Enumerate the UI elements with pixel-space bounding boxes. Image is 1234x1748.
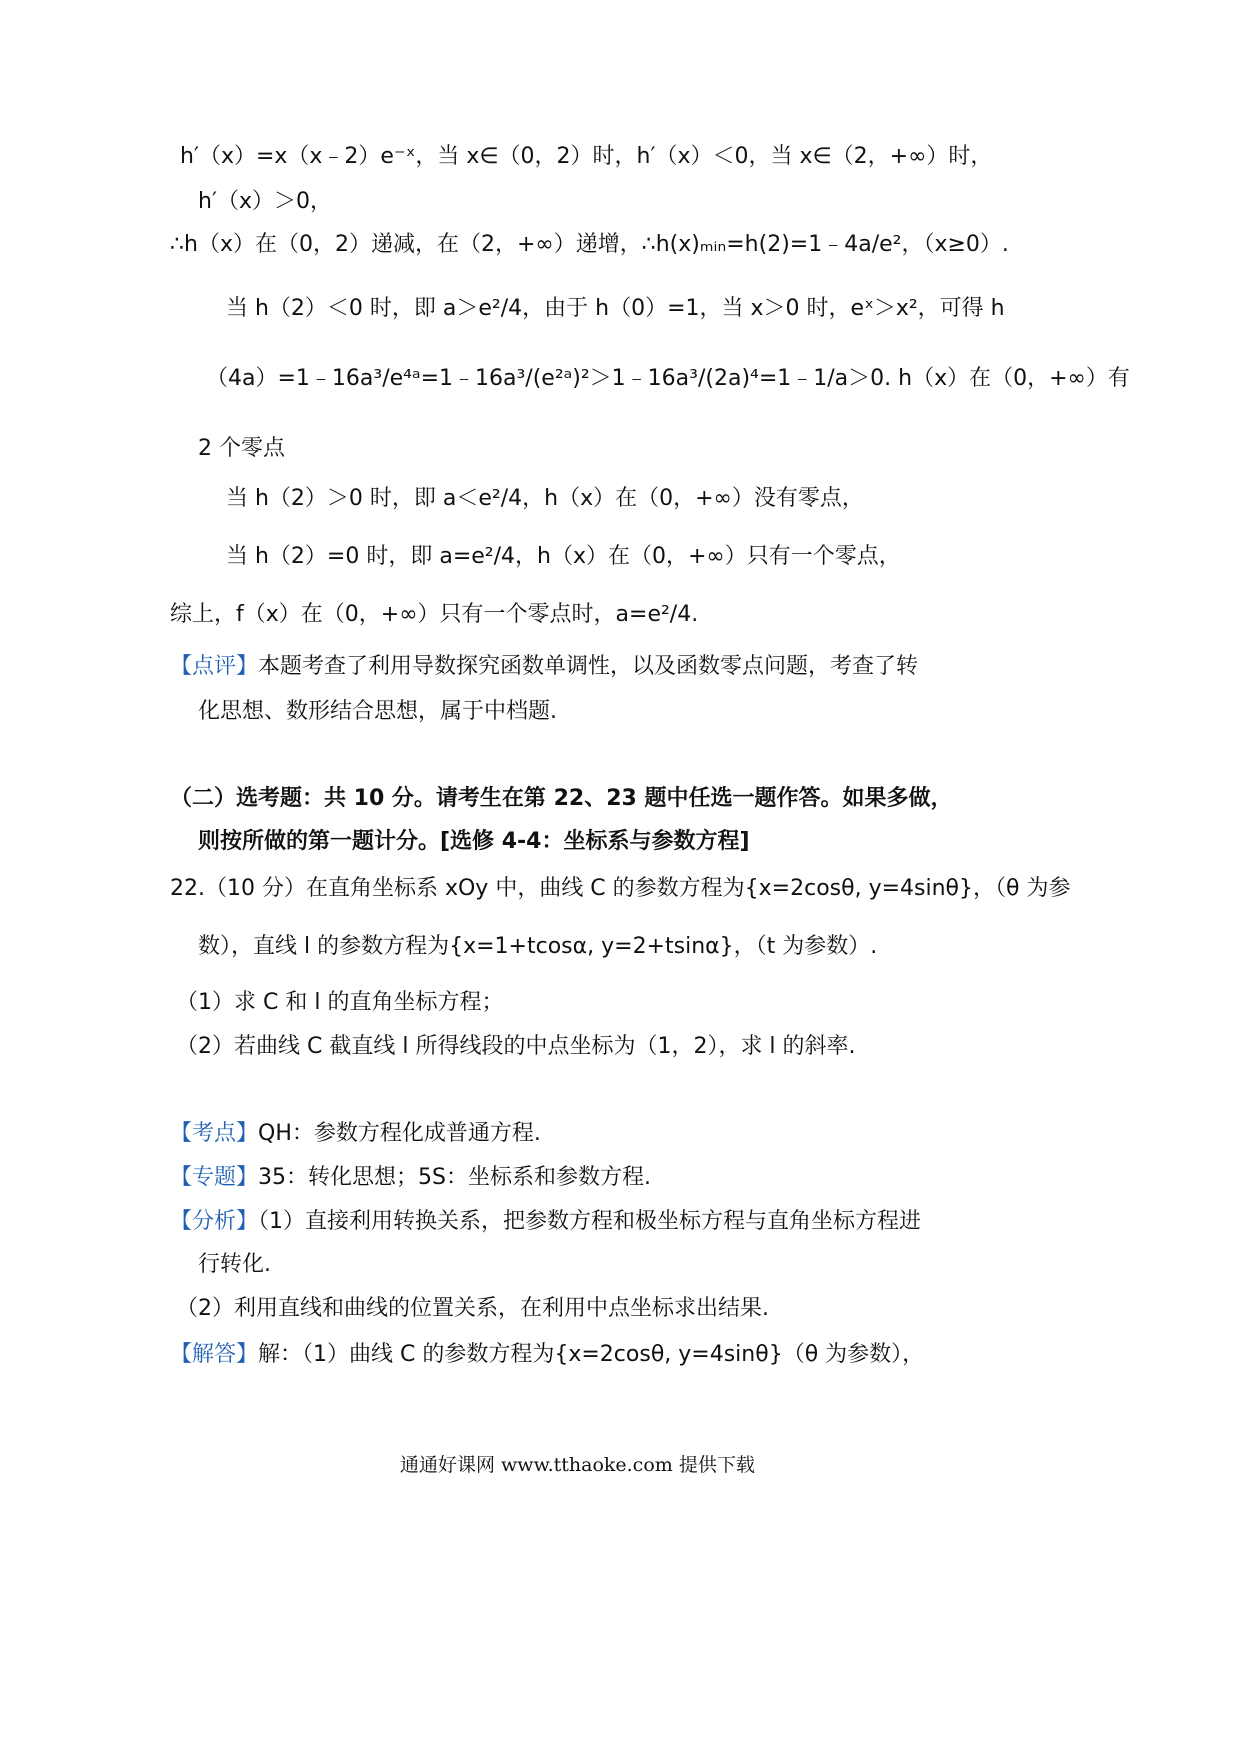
fenxi-line-3: （2）利用直线和曲线的位置关系，在利用中点坐标求出结果. (176, 1296, 769, 1321)
problem-line-2: 数），直线 l 的参数方程为{x=1+tcosα, y=2+tsinα}，（t 为参数）. (198, 934, 878, 959)
text-line-9: 综上，f（x）在（0，+∞）只有一个零点时，a=e²/4. (170, 602, 699, 627)
comment-line-2: 化思想、数形结合思想，属于中档题. (198, 699, 557, 724)
jieda-tag: 【解答】 (170, 1342, 259, 1367)
kaodian-tag: 【考点】 (170, 1121, 259, 1146)
zhuanti-text: 35：转化思想；5S：坐标系和参数方程. (258, 1165, 651, 1190)
text-line-3: ∴h（x）在（0，2）递减，在（2，+∞）递增，∴h(x)ₘᵢₙ=h(2)=1﹣4a/e²，（x≥0）. (170, 232, 1009, 257)
fenxi-line-2: 行转化. (198, 1252, 271, 1277)
problem-question-2: （2）若曲线 C 截直线 l 所得线段的中点坐标为（1，2），求 l 的斜率. (176, 1034, 856, 1059)
comment-text-1: 本题考查了利用导数探究函数单调性，以及函数零点问题，考查了转 (258, 654, 919, 679)
kaodian-text: QH：参数方程化成普通方程. (258, 1121, 541, 1146)
kaodian-line (170, 1119, 541, 1149)
jieda-text: 解：（1）曲线 C 的参数方程为{x=2cosθ, y=4sinθ}（θ 为参数）， (258, 1342, 925, 1367)
fenxi-tag: 【分析】 (170, 1209, 259, 1234)
text-line-1: h′（x）=x（x﹣2）e⁻ˣ，当 x∈（0，2）时，h′（x）＜0，当 x∈（2，+∞）时， (180, 144, 993, 169)
text-line-8: 当 h（2）=0 时，即 a=e²/4，h（x）在（0，+∞）只有一个零点， (226, 544, 901, 569)
zhuanti-line (170, 1163, 651, 1193)
fenxi-line-1 (170, 1207, 921, 1237)
text-line-5: （4a）=1﹣16a³/e⁴ᵃ=1﹣16a³/(e²ᵃ)²＞1﹣16a³/(2a)⁴=1﹣1/a＞0. h（x）在（0，+∞）有 (206, 366, 1130, 391)
fenxi-text-1: （1）直接利用转换关系，把参数方程和极坐标方程与直角坐标方程进 (258, 1209, 922, 1234)
text-line-2: h′（x）＞0， (198, 189, 332, 214)
problem-question-1: （1）求 C 和 l 的直角坐标方程； (176, 990, 504, 1015)
section-heading-line-1: （二）选考题：共 10 分。请考生在第 22、23 题中任选一题作答。如果多做， (170, 786, 953, 811)
text-line-6: 2 个零点 (198, 436, 285, 461)
section-heading-line-2: 则按所做的第一题计分。[选修 4-4：坐标系与参数方程] (198, 829, 750, 854)
text-line-4: 当 h（2）＜0 时，即 a＞e²/4，由于 h（0）=1，当 x＞0 时，eˣ＞x²，可得 h (226, 296, 1005, 321)
comment-line-1 (170, 652, 918, 682)
problem-line-1: 22.（10 分）在直角坐标系 xOy 中，曲线 C 的参数方程为{x=2cosθ, y=4sinθ}，（θ 为参 (170, 876, 1071, 901)
page-footer: 通通好课网 www.tthaoke.com 提供下载 (400, 1454, 755, 1476)
text-line-7: 当 h（2）＞0 时，即 a＜e²/4，h（x）在（0，+∞）没有零点， (226, 486, 864, 511)
comment-tag: 【点评】 (170, 654, 259, 679)
jieda-line (170, 1340, 924, 1370)
zhuanti-tag: 【专题】 (170, 1165, 259, 1190)
